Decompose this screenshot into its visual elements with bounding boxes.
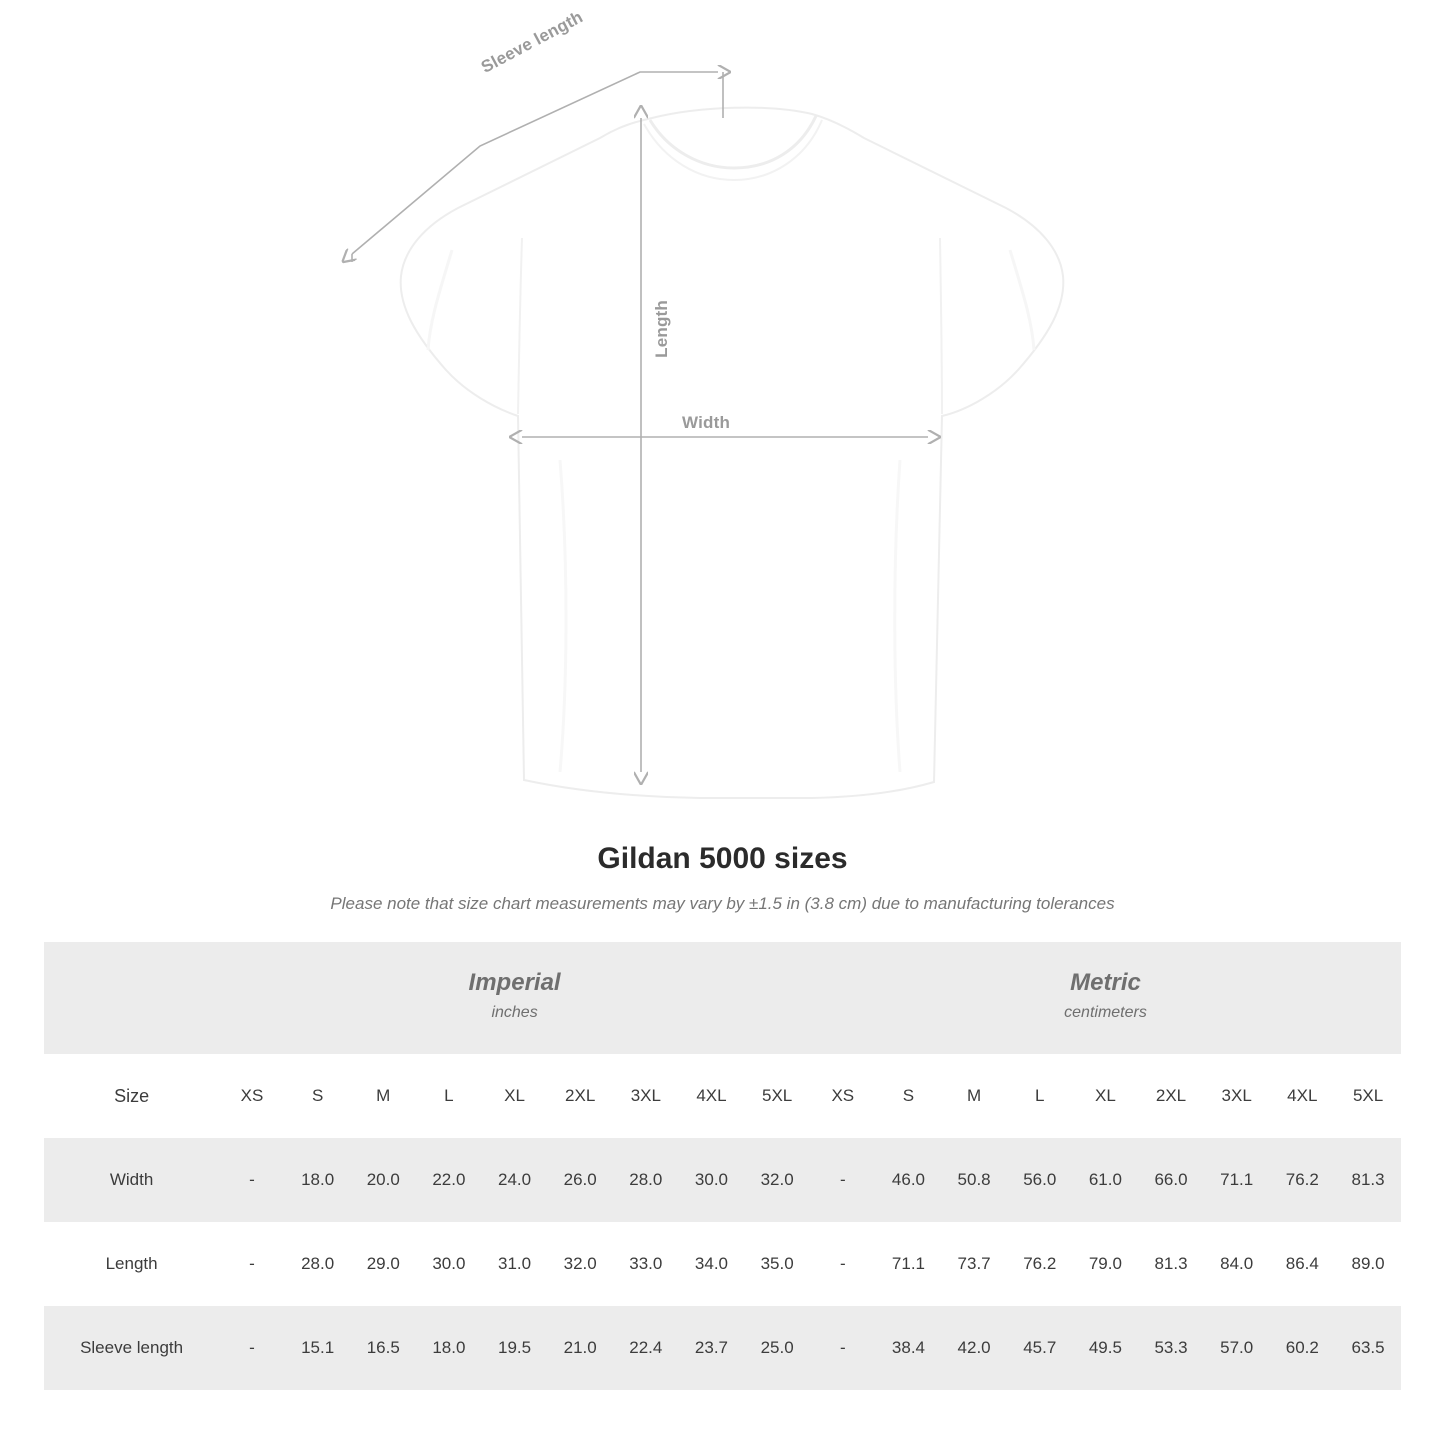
title-block	[0, 842, 1445, 914]
row-label-length: Length	[44, 1222, 219, 1306]
cell-sleeve-imperial-5xl: 25.0	[744, 1306, 810, 1390]
cell-sleeve-metric-4xl: 60.2	[1269, 1306, 1335, 1390]
size-header-metric-xs: XS	[810, 1054, 876, 1138]
cell-length-metric-xl: 79.0	[1073, 1222, 1139, 1306]
cell-width-metric-l: 56.0	[1007, 1138, 1073, 1222]
cell-sleeve-imperial-2xl: 21.0	[547, 1306, 613, 1390]
size-header-label: Size	[44, 1054, 219, 1138]
page-title: Gildan 5000 sizes	[597, 842, 848, 875]
cell-length-metric-s: 71.1	[876, 1222, 942, 1306]
size-table-wrap	[44, 942, 1401, 1390]
size-header-imperial-3xl: 3XL	[613, 1054, 679, 1138]
length-label: Length	[652, 300, 671, 358]
unit-imperial-sub: inches	[491, 1004, 538, 1022]
unit-metric-sub: centimeters	[1064, 1004, 1147, 1022]
cell-width-imperial-xl: 24.0	[482, 1138, 548, 1222]
unit-imperial	[219, 942, 810, 1054]
cell-width-metric-2xl: 66.0	[1138, 1138, 1204, 1222]
row-label-sleeve-length: Sleeve length	[44, 1306, 219, 1390]
cell-sleeve-imperial-4xl: 23.7	[679, 1306, 745, 1390]
cell-width-imperial-s: 18.0	[285, 1138, 351, 1222]
cell-length-metric-3xl: 84.0	[1204, 1222, 1270, 1306]
size-header-imperial-s: S	[285, 1054, 351, 1138]
cell-width-metric-xs: -	[810, 1138, 876, 1222]
size-table	[44, 942, 1401, 1390]
cell-length-imperial-xs: -	[219, 1222, 285, 1306]
cell-length-imperial-5xl: 35.0	[744, 1222, 810, 1306]
cell-width-imperial-3xl: 28.0	[613, 1138, 679, 1222]
cell-length-metric-m: 73.7	[941, 1222, 1007, 1306]
cell-sleeve-metric-m: 42.0	[941, 1306, 1007, 1390]
size-header-metric-xl: XL	[1073, 1054, 1139, 1138]
cell-sleeve-imperial-xs: -	[219, 1306, 285, 1390]
cell-length-imperial-l: 30.0	[416, 1222, 482, 1306]
tolerance-note: Please note that size chart measurements may vary by ±1.5 in (3.8 cm) due to manufacturing tolerances	[330, 894, 1115, 913]
cell-width-imperial-l: 22.0	[416, 1138, 482, 1222]
table-row	[44, 1138, 1401, 1222]
size-header-metric-2xl: 2XL	[1138, 1054, 1204, 1138]
cell-length-imperial-4xl: 34.0	[679, 1222, 745, 1306]
cell-length-imperial-m: 29.0	[350, 1222, 416, 1306]
unit-spacer	[44, 942, 219, 1054]
cell-sleeve-metric-s: 38.4	[876, 1306, 942, 1390]
unit-metric	[810, 942, 1401, 1054]
size-header-imperial-2xl: 2XL	[547, 1054, 613, 1138]
cell-length-imperial-xl: 31.0	[482, 1222, 548, 1306]
cell-width-imperial-5xl: 32.0	[744, 1138, 810, 1222]
cell-length-metric-l: 76.2	[1007, 1222, 1073, 1306]
cell-width-metric-m: 50.8	[941, 1138, 1007, 1222]
size-header-row	[44, 1054, 1401, 1138]
size-header-metric-4xl: 4XL	[1269, 1054, 1335, 1138]
unit-imperial-name: Imperial	[468, 969, 561, 997]
cell-length-imperial-3xl: 33.0	[613, 1222, 679, 1306]
size-header-imperial-4xl: 4XL	[679, 1054, 745, 1138]
cell-length-metric-2xl: 81.3	[1138, 1222, 1204, 1306]
row-label-width: Width	[44, 1138, 219, 1222]
cell-width-imperial-xs: -	[219, 1138, 285, 1222]
cell-sleeve-metric-xl: 49.5	[1073, 1306, 1139, 1390]
cell-width-metric-xl: 61.0	[1073, 1138, 1139, 1222]
cell-sleeve-imperial-3xl: 22.4	[613, 1306, 679, 1390]
table-row	[44, 1306, 1401, 1390]
cell-sleeve-metric-3xl: 57.0	[1204, 1306, 1270, 1390]
cell-sleeve-imperial-s: 15.1	[285, 1306, 351, 1390]
size-header-imperial-m: M	[350, 1054, 416, 1138]
tshirt-shape	[401, 108, 1064, 798]
table-row	[44, 1222, 1401, 1306]
cell-length-imperial-s: 28.0	[285, 1222, 351, 1306]
cell-sleeve-metric-l: 45.7	[1007, 1306, 1073, 1390]
cell-length-metric-4xl: 86.4	[1269, 1222, 1335, 1306]
unit-metric-name: Metric	[1070, 969, 1141, 997]
cell-width-imperial-m: 20.0	[350, 1138, 416, 1222]
cell-sleeve-imperial-xl: 19.5	[482, 1306, 548, 1390]
size-header-metric-s: S	[876, 1054, 942, 1138]
cell-length-imperial-2xl: 32.0	[547, 1222, 613, 1306]
cell-width-imperial-4xl: 30.0	[679, 1138, 745, 1222]
cell-length-metric-5xl: 89.0	[1335, 1222, 1401, 1306]
size-header-imperial-l: L	[416, 1054, 482, 1138]
size-header-metric-m: M	[941, 1054, 1007, 1138]
size-header-imperial-xl: XL	[482, 1054, 548, 1138]
cell-width-metric-s: 46.0	[876, 1138, 942, 1222]
cell-length-metric-xs: -	[810, 1222, 876, 1306]
cell-sleeve-metric-xs: -	[810, 1306, 876, 1390]
size-header-metric-5xl: 5XL	[1335, 1054, 1401, 1138]
size-header-imperial-5xl: 5XL	[744, 1054, 810, 1138]
width-label: Width	[682, 413, 731, 432]
cell-sleeve-metric-2xl: 53.3	[1138, 1306, 1204, 1390]
cell-width-imperial-2xl: 26.0	[547, 1138, 613, 1222]
size-header-metric-l: L	[1007, 1054, 1073, 1138]
size-header-metric-3xl: 3XL	[1204, 1054, 1270, 1138]
size-header-imperial-xs: XS	[219, 1054, 285, 1138]
cell-width-metric-5xl: 81.3	[1335, 1138, 1401, 1222]
sleeve-length-label: Sleeve length	[478, 7, 586, 77]
unit-header-row	[44, 942, 1401, 1054]
cell-width-metric-3xl: 71.1	[1204, 1138, 1270, 1222]
cell-sleeve-imperial-l: 18.0	[416, 1306, 482, 1390]
cell-width-metric-4xl: 76.2	[1269, 1138, 1335, 1222]
cell-sleeve-metric-5xl: 63.5	[1335, 1306, 1401, 1390]
cell-sleeve-imperial-m: 16.5	[350, 1306, 416, 1390]
